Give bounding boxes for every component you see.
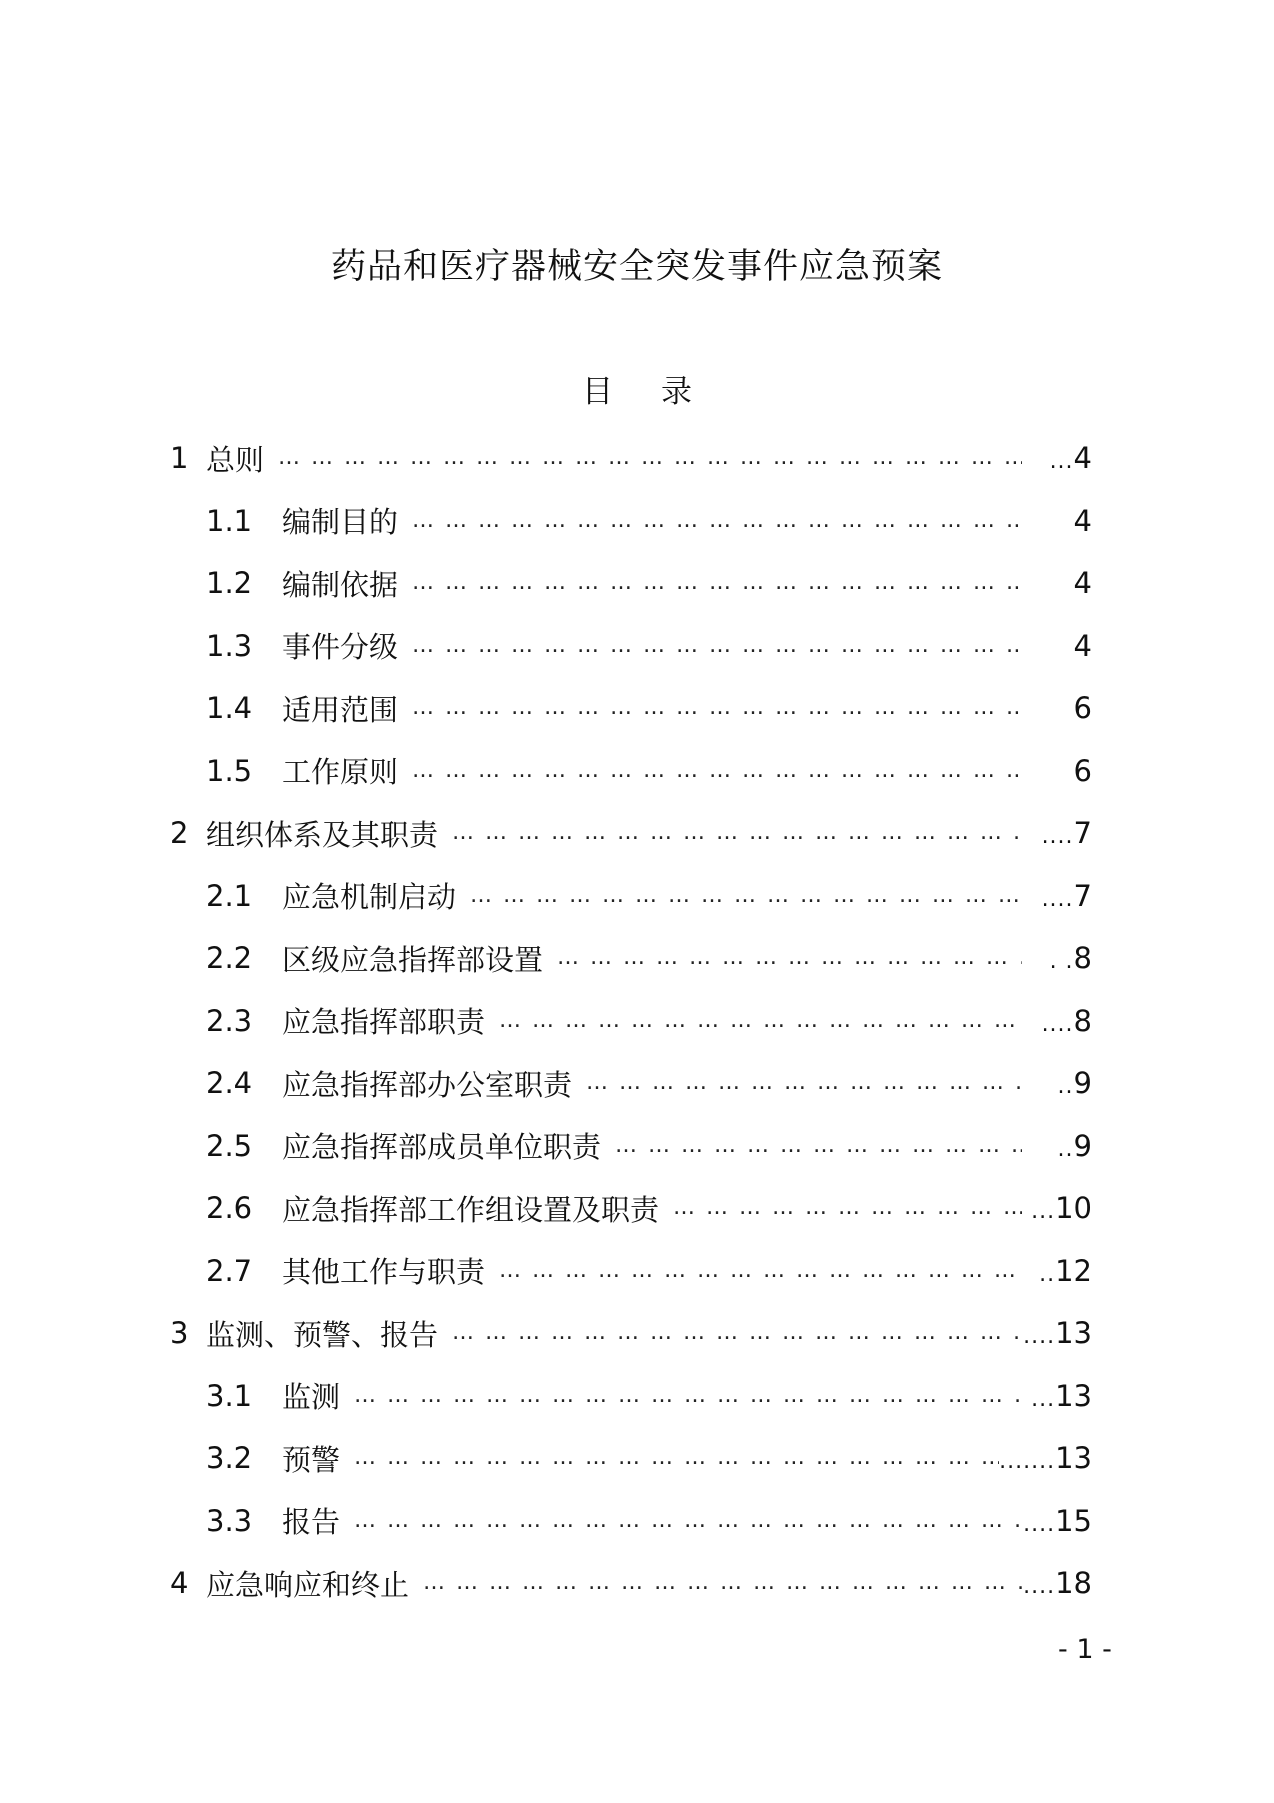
toc-page-number: 4 [1073,628,1092,663]
toc-leader-dots [557,943,1022,973]
toc-leader-dots [499,1256,1022,1286]
toc-entry-number: 2.1 [206,878,253,913]
toc-leader-dots [452,1318,1022,1348]
toc-entry-label: 区级应急指挥部设置 [282,942,544,977]
toc-heading-char-1: 目 [582,374,613,410]
toc-entry-page [1022,1566,1092,1600]
toc-page-dots: . . [1049,949,1074,975]
toc-entry-page [1022,816,1092,850]
toc-entry[interactable] [170,1552,1092,1615]
toc-entry[interactable] [170,740,1092,803]
toc-leader-dots [499,1006,1022,1036]
toc-leader-dots [423,1568,1022,1598]
toc-page-number: 12 [1055,1253,1092,1288]
toc-entry-number: 1.2 [206,566,253,601]
toc-entry-label: 应急指挥部职责 [282,1005,486,1040]
toc-entry-page [1022,566,1092,600]
toc-page-number: 6 [1073,753,1092,788]
toc-heading [0,370,1274,414]
toc-entry-label: 应急指挥部工作组设置及职责 [282,1192,660,1227]
toc-entry-number: 2.6 [206,1191,253,1226]
toc-leader-dots [470,881,1022,911]
toc-page-number: 6 [1073,691,1092,726]
toc-entry-label: 工作原则 [282,755,399,790]
toc-page-number: 4 [1073,441,1092,476]
toc-page-number: 8 [1073,1003,1092,1038]
toc-page-dots: ... [1049,449,1074,475]
toc-entry[interactable] [170,1490,1092,1553]
toc-entry[interactable] [170,677,1092,740]
toc-entry-label: 监测、预警、报告 [206,1317,439,1352]
toc-entry-number: 1.4 [206,691,253,726]
toc-entry-page [1022,629,1092,663]
toc-entry-number: 2.5 [206,1128,253,1163]
toc-leader-dots [412,506,1022,536]
toc-page-dots: .. [1057,1136,1074,1162]
toc-entry-label: 应急指挥部成员单位职责 [282,1130,602,1165]
toc-page-dots: ... [1031,1199,1056,1225]
toc-leader-dots [412,693,1022,723]
toc-entry[interactable] [170,1115,1092,1178]
toc-entry-page [1022,879,1092,913]
toc-leader-dots [354,1381,1022,1411]
toc-leader-dots [586,1068,1022,1098]
toc-page-dots: .... [1041,824,1074,850]
toc-leader-dots [673,1193,1022,1223]
toc-page-number: 9 [1073,1128,1092,1163]
toc-entry-number: 2.2 [206,941,253,976]
toc-page-dots: .... [1023,1574,1056,1600]
toc-page-dots: .. [1039,1261,1056,1287]
toc-entry-label: 监测 [282,1380,341,1415]
toc-page-dots: .... [1023,1324,1056,1350]
toc-entry[interactable] [170,1240,1092,1303]
toc-page-number: 7 [1073,878,1092,913]
toc-entry-number: 1.3 [206,628,253,663]
toc-page-number: 4 [1073,503,1092,538]
toc-entry-number: 1 [170,441,189,476]
toc-entry-label: 适用范围 [282,692,399,727]
toc-entry-page [1022,941,1092,975]
toc-entry-number: 2.3 [206,1003,253,1038]
toc-entry-page [1022,1316,1092,1350]
toc-entry[interactable] [170,1177,1092,1240]
toc-entry[interactable] [170,615,1092,678]
toc-leader-dots [354,1506,1022,1536]
toc-page-dots: .... [1041,886,1074,912]
toc-entry-page [1022,754,1092,788]
toc-entry-page [1022,441,1092,475]
toc-entry-label: 其他工作与职责 [282,1255,486,1290]
toc-entry-page [999,1441,1092,1475]
toc-leader-dots [412,568,1022,598]
table-of-contents [170,427,1092,1615]
toc-entry[interactable] [170,427,1092,490]
toc-entry-label: 编制目的 [282,505,399,540]
toc-entry-number: 4 [170,1566,189,1601]
toc-leader-dots [452,818,1022,848]
toc-page-number: 9 [1073,1066,1092,1101]
toc-entry-number: 3.3 [206,1503,253,1538]
toc-entry-label: 应急机制启动 [282,880,457,915]
toc-page-dots: ... [1031,1386,1056,1412]
toc-entry-number: 3.2 [206,1441,253,1476]
toc-entry-label: 预警 [282,1442,341,1477]
toc-entry[interactable] [170,802,1092,865]
toc-entry-label: 应急指挥部办公室职责 [282,1067,573,1102]
toc-page-number: 8 [1073,941,1092,976]
toc-page-number: 13 [1055,1378,1092,1413]
toc-entry-label: 应急响应和终止 [206,1567,410,1602]
toc-entry-page [1022,1504,1092,1538]
toc-entry-label: 编制依据 [282,567,399,602]
toc-entry-label: 组织体系及其职责 [206,817,439,852]
toc-leader-dots [412,631,1022,661]
toc-leader-dots [354,1443,999,1473]
toc-page-dots: .... [1023,1511,1056,1537]
toc-entry-page [1022,1129,1092,1163]
toc-entry-number: 3.1 [206,1378,253,1413]
toc-entry-label: 总则 [206,442,265,477]
toc-entry-label: 报告 [282,1505,341,1540]
toc-entry-number: 2.7 [206,1253,253,1288]
toc-entry-page [1022,504,1092,538]
toc-entry-page [1022,1379,1092,1413]
toc-entry-label: 事件分级 [282,630,399,665]
toc-leader-dots [278,443,1022,473]
toc-entry-page [1022,1004,1092,1038]
toc-page-number: 4 [1073,566,1092,601]
toc-page-number: 10 [1055,1191,1092,1226]
toc-entry-number: 2.4 [206,1066,253,1101]
toc-entry-number: 1.1 [206,503,253,538]
toc-entry-number: 1.5 [206,753,253,788]
toc-entry[interactable] [170,927,1092,990]
toc-page-number: 7 [1073,816,1092,851]
toc-page-number: 18 [1055,1566,1092,1601]
toc-entry-number: 3 [170,1316,189,1351]
toc-page-dots: ....... [999,1449,1056,1475]
page-number: - 1 - [1058,1634,1112,1665]
toc-page-number: 13 [1055,1316,1092,1351]
toc-entry-page [1022,691,1092,725]
toc-entry[interactable] [170,1427,1092,1490]
toc-entry[interactable] [170,1365,1092,1428]
toc-heading-char-2: 录 [661,374,692,410]
toc-leader-dots [412,756,1022,786]
document-title: 药品和医疗器械安全突发事件应急预案 [330,247,943,287]
toc-entry[interactable] [170,990,1092,1053]
toc-entry[interactable] [170,1302,1092,1365]
toc-entry[interactable] [170,552,1092,615]
toc-page-number: 13 [1055,1441,1092,1476]
toc-entry-page [1022,1191,1092,1225]
toc-leader-dots [615,1131,1022,1161]
toc-page-dots: .... [1041,1011,1074,1037]
toc-entry[interactable] [170,490,1092,553]
toc-page-number: 15 [1055,1503,1092,1538]
toc-entry-page [1022,1254,1092,1288]
toc-page-dots: .. [1057,1074,1074,1100]
toc-entry[interactable] [170,865,1092,928]
toc-entry-page [1022,1066,1092,1100]
toc-entry[interactable] [170,1052,1092,1115]
toc-entry-number: 2 [170,816,189,851]
